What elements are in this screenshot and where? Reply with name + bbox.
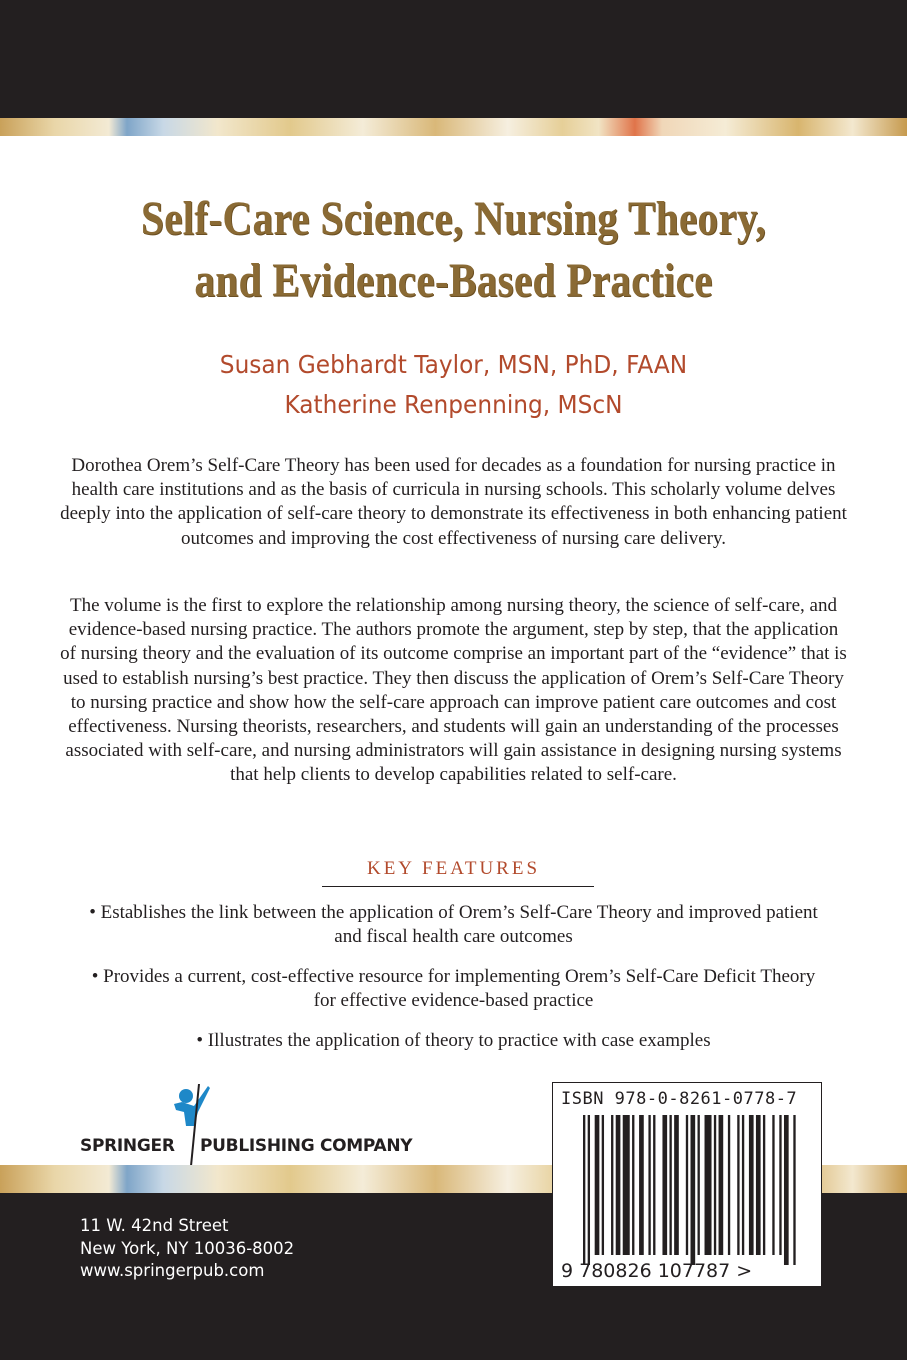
barcode-number: 9 780826 107787 >: [561, 1260, 753, 1282]
publisher-address: [80, 1215, 294, 1283]
barcode-bar: [742, 1115, 744, 1255]
publisher-name-rest: PUBLISHING COMPANY: [200, 1136, 413, 1156]
barcode-bar: [616, 1115, 621, 1255]
barcode-bar: [784, 1115, 789, 1265]
key-feature-item: • Establishes the link between the application of Orem’s Self-Care Theory and improved patient and fiscal health care outcomes: [89, 902, 818, 948]
barcode-bar: [632, 1115, 634, 1255]
publisher-logo: [80, 1082, 420, 1162]
author-1: Susan Gebhardt Taylor, MSN, PhD, FAAN: [219, 350, 688, 379]
barcode-bar: [588, 1115, 590, 1265]
barcode-bar: [719, 1115, 724, 1255]
isbn-barcode: [552, 1082, 822, 1287]
barcode-bar: [749, 1115, 754, 1255]
barcode-bar: [583, 1115, 585, 1265]
publisher-website: www.springerpub.com: [80, 1261, 265, 1280]
barcode-bar: [728, 1115, 730, 1255]
barcode-bar: [623, 1115, 630, 1255]
barcode-bar: [686, 1115, 688, 1255]
barcode-bar: [595, 1115, 600, 1255]
photo-strip-top: [0, 118, 907, 136]
barcode-bar: [705, 1115, 712, 1255]
barcode-bar: [662, 1115, 667, 1255]
barcode-bar: [793, 1115, 795, 1265]
book-title: [81, 188, 827, 312]
author-2: Katherine Renpenning, MScN: [284, 390, 623, 419]
barcode-bar: [653, 1115, 655, 1255]
key-feature-item: • Provides a current, cost-effective resource for implementing Orem’s Self-Care Deficit Theory for effective evidence-based practice: [91, 966, 816, 1012]
barcode-bar: [737, 1115, 739, 1255]
barcode-bar: [674, 1115, 679, 1255]
description-paragraph-1: Dorothea Orem’s Self-Care Theory has been used for decades as a foundation for nursing practice in health care institutions and as the basis of curricula in nursing schools. This scholarly volume delves deeply into the application of self-care theory to demonstrate its effectiveness in both enhancing patient outcomes and improving the cost effectiveness of nursing care delivery.: [60, 455, 847, 549]
key-feature-item: • Illustrates the application of theory to practice with case examples: [196, 1030, 711, 1051]
key-features-divider: [322, 886, 594, 887]
barcode-bar: [611, 1115, 613, 1255]
isbn-label: ISBN 978-0-8261-0778-7: [561, 1089, 798, 1109]
barcode-bar: [698, 1115, 700, 1255]
barcode-bar: [602, 1115, 604, 1255]
title-line-2: and Evidence-Based Practice: [194, 254, 713, 307]
publisher-name-springer: SPRINGER: [80, 1136, 175, 1156]
description-paragraph-2: The volume is the first to explore the relationship among nursing theory, the science of self-care, and evidence-based nursing practice. The authors promote the argument, step by step, that the application of nursing theory and the evaluation of its outcome comprise an important part of the “evidence” that is used to establish nursing’s best practice. They then discuss the application of Orem’s Self-Care Theory to nursing practice and show how the self-care approach can improve patient care outcomes and cost effectiveness. Nursing theorists, researchers, and students will gain an understanding of the processes associated with self-care, and nursing administrators will gain assistance in designing nursing systems that help clients to develop capabilities related to self-care.: [60, 595, 847, 786]
barcode-bar: [691, 1115, 696, 1265]
address-street: 11 W. 42nd Street: [80, 1216, 229, 1235]
barcode-bar: [669, 1115, 671, 1255]
title-line-1: Self-Care Science, Nursing Theory,: [140, 192, 767, 245]
address-city: New York, NY 10036-8002: [80, 1238, 295, 1258]
barcode-bar: [648, 1115, 650, 1255]
barcode-bar: [714, 1115, 716, 1255]
barcode-bar: [639, 1115, 644, 1255]
barcode-bar: [772, 1115, 774, 1255]
barcode-bar: [779, 1115, 781, 1255]
top-dark-band: [0, 0, 907, 118]
barcode-bars: [583, 1115, 798, 1265]
barcode-bar: [756, 1115, 761, 1255]
key-features-heading: KEY FEATURES: [366, 858, 541, 879]
barcode-bar: [763, 1115, 765, 1255]
